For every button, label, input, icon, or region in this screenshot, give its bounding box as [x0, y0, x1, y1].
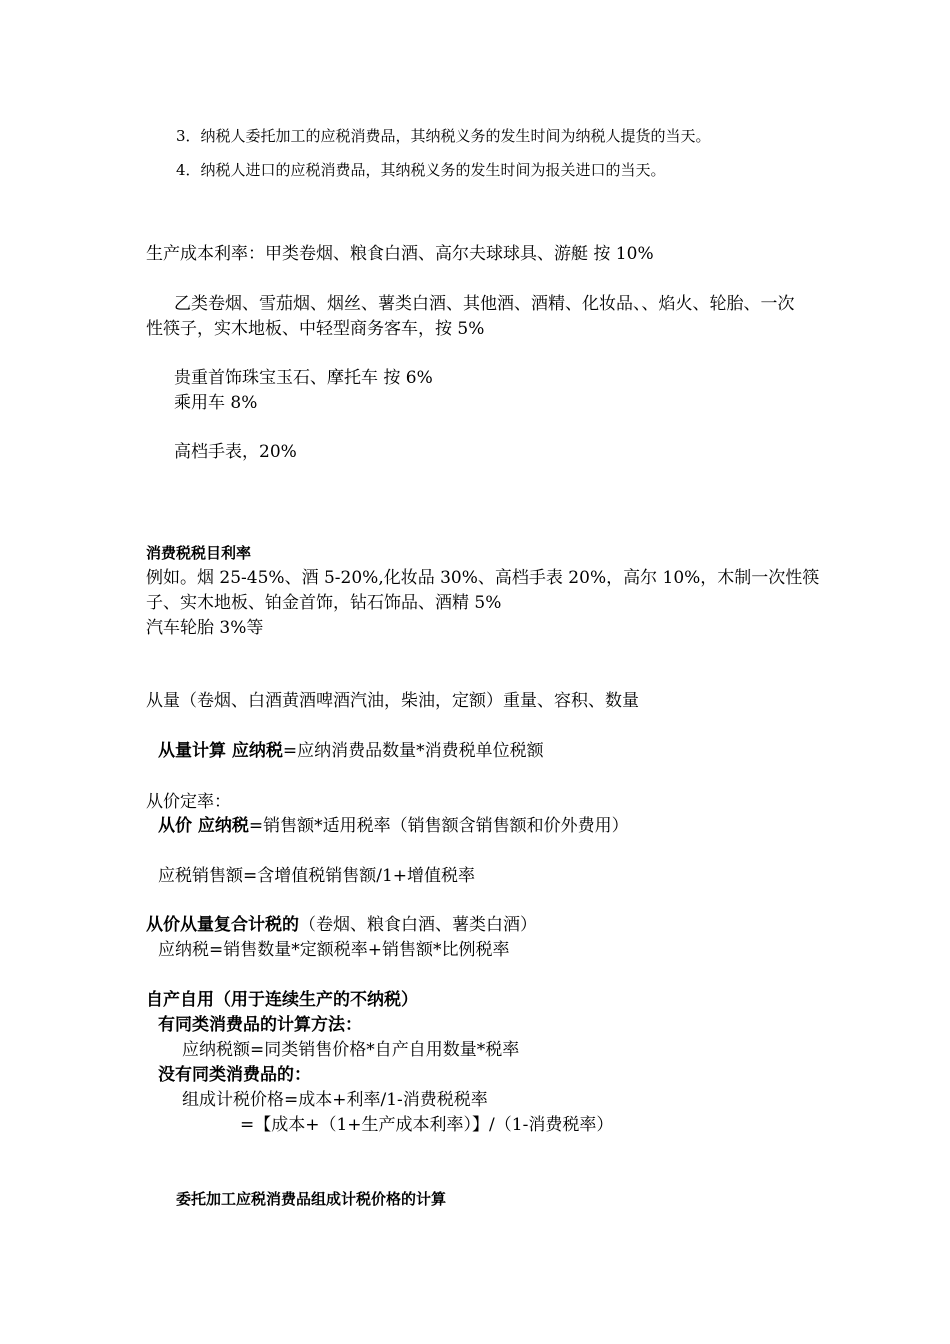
cost-rate-line-6: 高档手表，20%	[174, 442, 297, 462]
compound-heading-label: 从价从量复合计税的	[146, 915, 299, 935]
quantity-formula-line	[158, 739, 828, 764]
self-use-heading: 自产自用（用于连续生产的不纳税）	[146, 990, 418, 1010]
composite-price-formula-2: =【成本+（1+生产成本利率）】/（1-消费税率）	[240, 1115, 614, 1135]
quantity-formula-body: =应纳消费品数量*消费税单位税额	[282, 741, 544, 761]
section-heading-consigned-processing: 委托加工应税消费品组成计税价格的计算	[176, 1190, 447, 1208]
quantity-based-line: 从量（卷烟、白酒黄酒啤酒汽油，柴油，定额）重量、容积、数量	[146, 691, 639, 711]
tax-rate-line: 例如。烟 25-45%、酒 5-20%,化妆品 30%、高档手表 20%，高尔 10%，木制一次性筷	[146, 568, 820, 588]
ad-valorem-formula-label: 从价 应纳税	[158, 816, 249, 836]
paragraph-item-4: 4．纳税人进口的应税消费品，其纳税义务的发生时间为报关进口的当天。	[176, 161, 666, 179]
compound-formula-line: 应纳税=销售数量*定额税率+销售额*比例税率	[158, 940, 510, 960]
compound-heading-line	[146, 913, 816, 938]
taxable-sales-line: 应税销售额=含增值税销售额/1+增值税率	[158, 866, 476, 886]
cost-rate-line-2: 乙类卷烟、雪茄烟、烟丝、薯类白酒、其他酒、酒精、化妆品、、焰火、轮胎、一次	[174, 294, 795, 314]
ad-valorem-heading: 从价定率：	[146, 792, 231, 812]
ad-valorem-formula-body: =销售额*适用税率（销售额含销售额和价外费用）	[248, 816, 629, 836]
compound-heading-body: （卷烟、粮食白酒、薯类白酒）	[299, 915, 537, 935]
tax-rate-line-3: 汽车轮胎 3%等	[146, 618, 264, 638]
tax-rate-line-2: 子、实木地板、铂金首饰，钻石饰品、酒精 5%	[146, 593, 502, 613]
cost-rate-line-4: 贵重首饰珠宝玉石、摩托车 按 6%	[174, 368, 433, 388]
composite-price-formula: 组成计税价格=成本+利率/1-消费税税率	[182, 1090, 488, 1110]
similar-goods-heading: 有同类消费品的计算方法：	[158, 1015, 362, 1035]
section-heading-tax-rates: 消费税税目利率	[146, 544, 252, 562]
quantity-formula-label: 从量计算 应纳税	[158, 741, 283, 761]
cost-rate-line-5: 乘用车 8%	[174, 393, 258, 413]
cost-rate-line: 生产成本利率：甲类卷烟、粮食白酒、高尔夫球球具、游艇 按 10%	[146, 244, 654, 264]
paragraph-item-3: 3．纳税人委托加工的应税消费品，其纳税义务的发生时间为纳税人提货的当天。	[176, 127, 711, 145]
ad-valorem-formula-line	[158, 814, 828, 839]
similar-goods-formula: 应纳税额=同类销售价格*自产自用数量*税率	[182, 1040, 520, 1060]
no-similar-goods-heading: 没有同类消费品的：	[158, 1065, 311, 1085]
cost-rate-line-3: 性筷子，实木地板、中轻型商务客车，按 5%	[146, 319, 485, 339]
